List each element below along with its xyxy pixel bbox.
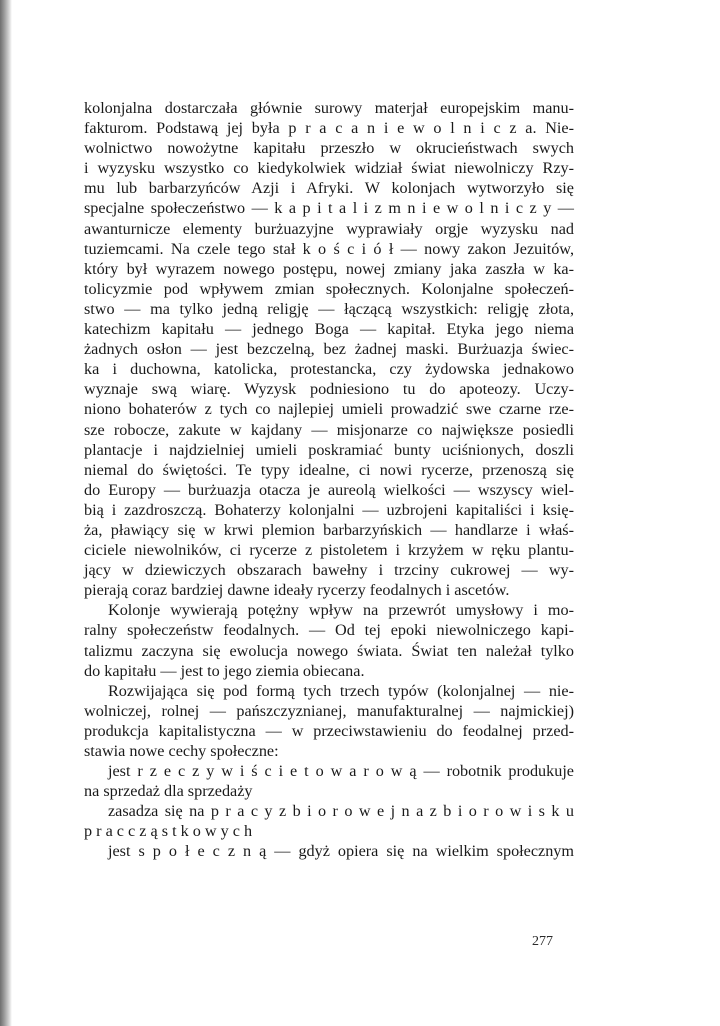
text-line: stawia nowe cechy społeczne: xyxy=(84,742,279,760)
text-line: niemal do świętości. Te typy idealne, ci nowi rycerze, przenoszą się xyxy=(84,460,574,479)
text-line: pierają coraz bardziej dawne ideały rycerzy feodalnych i ascetów. xyxy=(84,581,510,600)
text-line: na sprzedaż dla sprzedaży xyxy=(84,782,253,801)
text-line: jący w dziewiczych obszarach bawełny i trzciny cukrowej — wy- xyxy=(84,561,574,580)
text-line: do kapitału — jest to jego ziemia obiecana. xyxy=(84,661,365,680)
text-line: katechizm kapitału — jednego Boga — kapitał. Etyka jego niema xyxy=(84,320,574,339)
text-line: fakturom. Podstawą jej była p r a c a n i e w o l n i c z a. Nie- xyxy=(84,119,574,138)
text-line: produkcja kapitalistyczna — w przeciwstawieniu do feodalnej przed- xyxy=(84,721,574,740)
text-line: bią i zazdroszczą. Bohaterzy kolonjalni — uzbrojeni kapitaliści i księ- xyxy=(84,500,574,519)
text-line: do Europy — burżuazja otacza je aureolą wielkości — wszyscy wiel- xyxy=(84,480,574,499)
text-line: ka i duchowna, katolicka, protestancka, czy żydowska jednakowo xyxy=(84,360,574,379)
text-line: jest r z e c z y w i ś c i e t o w a r o w ą — robotnik produkuje xyxy=(108,762,574,781)
text-line: który był wyrazem nowego postępu, nowej zmiany jaka zaszła w ka- xyxy=(84,259,574,278)
text-line: wolnictwo nowożytne kapitału przeszło w okrucieństwach swych xyxy=(84,139,574,158)
text-line: awanturnicze elementy burżuazyjne wyprawiały orgje wyzysku nad xyxy=(84,219,574,238)
text-line: kolonjalna dostarczała głównie surowy materjał europejskim manu- xyxy=(84,99,574,117)
binding-shadow xyxy=(0,0,12,1026)
page-number: 277 xyxy=(532,934,553,949)
text-line: talizmu zaczyna się ewolucja nowego świata. Świat ten należał tylko xyxy=(84,641,574,660)
text-line: stwo — ma tylko jedną religję — łączącą wszystkich: religję złota, xyxy=(84,299,574,318)
text-line: Rozwijająca się pod formą tych trzech typów (kolonjalnej — nie- xyxy=(108,681,574,700)
text-line: ralny społeczeństw feodalnych. — Od tej epoki niewolniczego kapi- xyxy=(84,621,574,640)
text-line: wyznaje swą wiarę. Wyzysk podniesiono tu do apoteozy. Uczy- xyxy=(84,380,574,399)
text-line: i wyzysku wszystko co kiedykolwiek widział świat niewolniczy Rzy- xyxy=(84,159,574,178)
text-line: ciciele niewolników, ci rycerze z pistoletem i krzyżem w ręku plantu- xyxy=(84,541,574,560)
text-line: niono bohaterów z tych co najlepiej umieli prowadzić swe czarne rze- xyxy=(84,400,574,419)
text-line: jest s p o ł e c z n ą — gdyż opiera się na wielkim społecznym xyxy=(108,842,574,861)
text-line: p r a c c z ą s t k o w y c h xyxy=(84,822,253,841)
text-line: Kolonje wywierają potężny wpływ na przewrót umysłowy i mo- xyxy=(108,601,574,620)
text-line: żadnych osłon — jest bezczelną, bez żadnej maski. Burżuazja świec- xyxy=(84,340,574,359)
text-line: tolicyzmie pod wpływem zmian społecznych. Kolonjalne społeczeń- xyxy=(84,279,574,298)
text-line: ża, pławiący się w krwi plemion barbarzyńskich — handlarze i właś- xyxy=(84,520,574,539)
text-line: mu lub barbarzyńców Azji i Afryki. W kolonjach wytworzyło się xyxy=(84,179,574,198)
text-line: wolniczej, rolnej — pańszczyznianej, manufakturalnej — najmickiej) xyxy=(84,701,574,720)
text-line: specjalne społeczeństwo — k a p i t a l i z m n i e w o l n i c z y — xyxy=(84,199,574,218)
body-text xyxy=(84,98,574,862)
text-line: tuziemcami. Na czele tego stał k o ś c i ó ł — nowy zakon Jezuitów, xyxy=(84,239,574,258)
text-line: sze robocze, zakute w kajdany — misjonarze co największe posiedli xyxy=(84,420,574,439)
text-line: zasadza się na p r a c y z b i o r o w e j n a z b i o r o w i s k u xyxy=(108,802,574,821)
text-line: plantacje i najdzielniej umieli poskramiać bunty uciśnionych, doszli xyxy=(84,440,574,459)
